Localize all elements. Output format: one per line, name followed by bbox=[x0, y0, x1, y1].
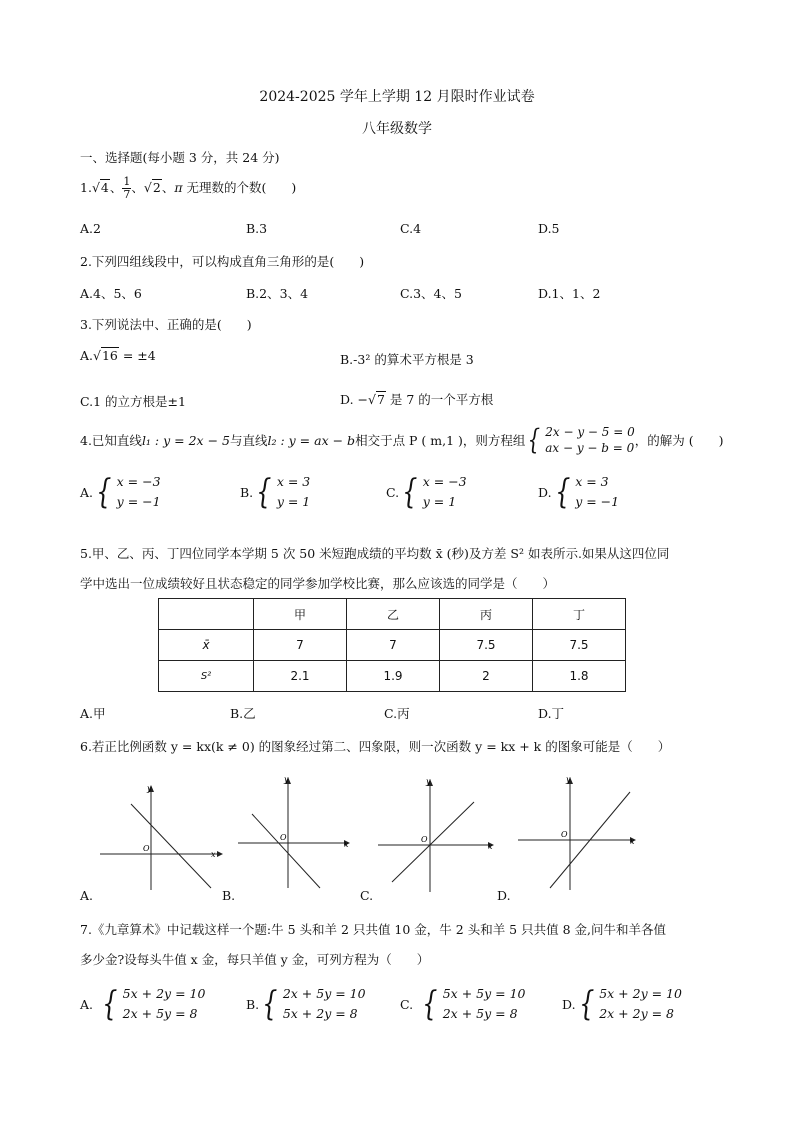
question-3: 3.下列说法中、正确的是( ) bbox=[80, 317, 252, 332]
option-d[interactable] bbox=[562, 984, 682, 1024]
brace-icon: { bbox=[96, 472, 112, 512]
graph-d bbox=[512, 770, 642, 894]
axis-label-x: x bbox=[344, 840, 349, 849]
option-d[interactable]: D.丁 bbox=[538, 706, 565, 721]
option-label: D. bbox=[538, 484, 552, 500]
table-header-row bbox=[159, 599, 626, 630]
graph-a-label[interactable]: A. bbox=[80, 888, 94, 903]
option-a[interactable]: A.2 bbox=[80, 221, 101, 236]
fraction bbox=[122, 176, 131, 201]
question-7-line1: 7.《九章算术》中记载这样一个题:牛 5 头和羊 2 只共值 10 金，牛 2 头和羊 5 只共值 8 金,问牛和羊各值 bbox=[80, 922, 666, 937]
table-cell: 7 bbox=[254, 630, 347, 661]
fraction-numerator: 1 bbox=[123, 175, 131, 188]
equation-row: y = 1 bbox=[276, 494, 311, 509]
table-cell: 丁 bbox=[533, 599, 626, 630]
axis-label-y: y bbox=[426, 777, 431, 786]
option-b[interactable]: B.-3² 的算术平方根是 3 bbox=[340, 352, 474, 367]
axis-label-x: x bbox=[211, 850, 216, 859]
equation-row: x = −3 bbox=[422, 474, 467, 489]
option-d[interactable] bbox=[538, 472, 619, 512]
equation-row: ax − y − b = 0 bbox=[545, 441, 635, 455]
origin-label: O bbox=[561, 830, 568, 839]
table-cell: 1.8 bbox=[533, 661, 626, 692]
equation-row: x = 3 bbox=[575, 474, 609, 489]
option-b[interactable] bbox=[246, 984, 366, 1024]
brace-icon: { bbox=[256, 472, 272, 512]
equation-row: x = 3 bbox=[276, 474, 311, 489]
brace-icon: { bbox=[262, 984, 278, 1024]
axis-label-y: y bbox=[284, 775, 289, 784]
origin-label: O bbox=[421, 835, 428, 844]
equation-l2: l₂ : y = ax − b bbox=[267, 432, 356, 448]
graph-c bbox=[374, 774, 500, 894]
question-7-line2: 多少金?设每头牛值 x 金，每只羊值 y 金，可列方程为（ ） bbox=[80, 952, 430, 967]
question-text: 与直线 bbox=[229, 433, 268, 448]
question-text: 4.已知直线 bbox=[80, 433, 142, 448]
option-label: B. bbox=[246, 996, 260, 1012]
question-text: ，的解为 ( ) bbox=[634, 433, 724, 448]
radicand: 16 bbox=[101, 348, 118, 363]
equation-row: y = −1 bbox=[575, 494, 620, 509]
option-b[interactable] bbox=[240, 472, 310, 512]
radicand: 7 bbox=[376, 392, 385, 407]
sqrt-sign-icon: √ bbox=[91, 180, 100, 195]
brace-icon: { bbox=[402, 472, 418, 512]
question-text: 无理数的个数( ) bbox=[186, 180, 297, 195]
option-d[interactable] bbox=[340, 390, 493, 408]
equation-row: 5x + 2y = 8 bbox=[282, 1006, 358, 1021]
fraction-denominator: 7 bbox=[123, 188, 131, 201]
option-a[interactable]: A.甲 bbox=[80, 706, 106, 721]
graph-line bbox=[392, 802, 474, 882]
option-c[interactable] bbox=[400, 984, 526, 1024]
radicand: 2 bbox=[152, 180, 161, 195]
sqrt-sign-icon: √ bbox=[368, 392, 376, 407]
equation-l1: l₁ : y = 2x − 5 bbox=[141, 432, 230, 448]
axis-label-y: y bbox=[566, 775, 571, 784]
page-subtitle: 八年级数学 bbox=[362, 121, 432, 137]
option-c[interactable]: C.1 的立方根是±1 bbox=[80, 394, 186, 409]
graph-line bbox=[252, 814, 320, 888]
option-label: A. bbox=[80, 484, 94, 500]
brace-icon: { bbox=[554, 472, 570, 512]
question-2: 2.下列四组线段中，可以构成直角三角形的是( ) bbox=[80, 254, 365, 269]
option-c[interactable] bbox=[386, 472, 467, 512]
question-1: 1.√4、 $\frac{1}{7}$ 、√2、π 无理数的个数( ) bbox=[80, 175, 297, 201]
table-cell: x̄ bbox=[159, 630, 254, 661]
table-cell bbox=[159, 599, 254, 630]
equation-row: 2x + 5y = 10 bbox=[282, 986, 366, 1001]
option-b[interactable]: B.乙 bbox=[230, 706, 256, 721]
equation-row: y = 1 bbox=[422, 494, 457, 509]
sqrt-sign-icon: √ bbox=[143, 180, 152, 195]
option-a[interactable]: A.4、5、6 bbox=[80, 286, 142, 301]
axis-label-x: x bbox=[630, 837, 635, 846]
option-a[interactable] bbox=[80, 348, 156, 363]
option-a[interactable] bbox=[80, 984, 205, 1024]
sqrt-sign-icon: √ bbox=[93, 348, 101, 363]
option-c[interactable]: C.4 bbox=[400, 221, 422, 236]
option-label: D. − bbox=[340, 392, 368, 407]
axis-label-x: x bbox=[488, 842, 493, 851]
radicand: 4 bbox=[100, 180, 109, 195]
arrow-icon bbox=[217, 851, 223, 857]
brace-icon: { bbox=[102, 984, 118, 1024]
option-a[interactable] bbox=[80, 472, 161, 512]
section-heading: 一、选择题(每小题 3 分，共 24 分) bbox=[80, 150, 280, 165]
equation-row: 2x + 5y = 8 bbox=[442, 1006, 518, 1021]
option-label: A. bbox=[80, 996, 94, 1012]
equation-row: 2x − y − 5 = 0 bbox=[545, 425, 635, 439]
option-d[interactable]: D.1、1、2 bbox=[538, 286, 601, 301]
graph-b-label[interactable]: B. bbox=[222, 888, 236, 903]
option-c[interactable]: C.丙 bbox=[384, 706, 410, 721]
option-label: A. bbox=[80, 348, 94, 363]
table-cell: S² bbox=[159, 661, 254, 692]
equation-row: 2x + 5y = 8 bbox=[122, 1006, 198, 1021]
table-cell: 甲 bbox=[254, 599, 347, 630]
table-row bbox=[159, 630, 626, 661]
table-cell: 丙 bbox=[440, 599, 533, 630]
question-5-line1: 5.甲、乙、丙、丁四位同学本学期 5 次 50 米短跑成绩的平均数 x̄ (秒)及方差 S² 如表所示.如果从这四位同 bbox=[80, 546, 670, 561]
axis-label-y: y bbox=[147, 784, 152, 793]
brace-icon: { bbox=[528, 423, 541, 456]
origin-label: O bbox=[143, 844, 150, 853]
option-label: C. bbox=[400, 996, 414, 1012]
brace-icon: { bbox=[578, 984, 594, 1024]
graph-b bbox=[232, 770, 362, 890]
equation-row: 5x + 5y = 10 bbox=[442, 986, 526, 1001]
option-b[interactable]: B.2、3、4 bbox=[246, 286, 309, 301]
table-row bbox=[159, 661, 626, 692]
origin-label: O bbox=[280, 833, 287, 842]
equation-row: 5x + 2y = 10 bbox=[122, 986, 206, 1001]
graph-d-label[interactable]: D. bbox=[497, 888, 511, 903]
option-text: 是 7 的一个平方根 bbox=[385, 392, 494, 407]
option-label: B. bbox=[240, 484, 254, 500]
option-c[interactable]: C.3、4、5 bbox=[400, 286, 462, 301]
equation-row: 5x + 2y = 10 bbox=[599, 986, 682, 1001]
equation-row: 2x + 2y = 8 bbox=[599, 1006, 675, 1021]
table-cell: 7 bbox=[347, 630, 440, 661]
page-title: 2024-2025 学年上学期 12 月限时作业试卷 bbox=[259, 89, 535, 105]
option-label: C. bbox=[386, 484, 400, 500]
table-cell: 7.5 bbox=[533, 630, 626, 661]
equation-system bbox=[525, 424, 634, 456]
brace-icon: { bbox=[422, 984, 438, 1024]
question-5-line2: 学中选出一位成绩较好且状态稳定的同学参加学校比赛，那么应该选的同学是（ ） bbox=[80, 576, 556, 591]
question-4 bbox=[80, 424, 723, 456]
question-text: 相交于点 P ( m,1 )，则方程组 bbox=[355, 433, 526, 448]
option-label: D. bbox=[562, 996, 576, 1012]
option-d[interactable]: D.5 bbox=[538, 221, 560, 236]
pi-symbol: π bbox=[174, 180, 183, 195]
table-cell: 7.5 bbox=[440, 630, 533, 661]
equation-row: y = −1 bbox=[116, 494, 161, 509]
question-number: 1. bbox=[80, 180, 92, 195]
table-cell: 1.9 bbox=[347, 661, 440, 692]
equation-row: x = −3 bbox=[116, 474, 161, 489]
graph-a bbox=[95, 780, 225, 892]
option-b[interactable]: B.3 bbox=[246, 221, 268, 236]
question-6: 6.若正比例函数 y = kx(k ≠ 0) 的图象经过第二、四象限，则一次函数 y = kx + k 的图象可能是（ ） bbox=[80, 739, 671, 754]
option-text: = ±4 bbox=[118, 348, 156, 363]
table-cell: 乙 bbox=[347, 599, 440, 630]
data-table bbox=[158, 598, 626, 692]
graph-c-label[interactable]: C. bbox=[360, 888, 374, 903]
table-cell: 2 bbox=[440, 661, 533, 692]
table-cell: 2.1 bbox=[254, 661, 347, 692]
